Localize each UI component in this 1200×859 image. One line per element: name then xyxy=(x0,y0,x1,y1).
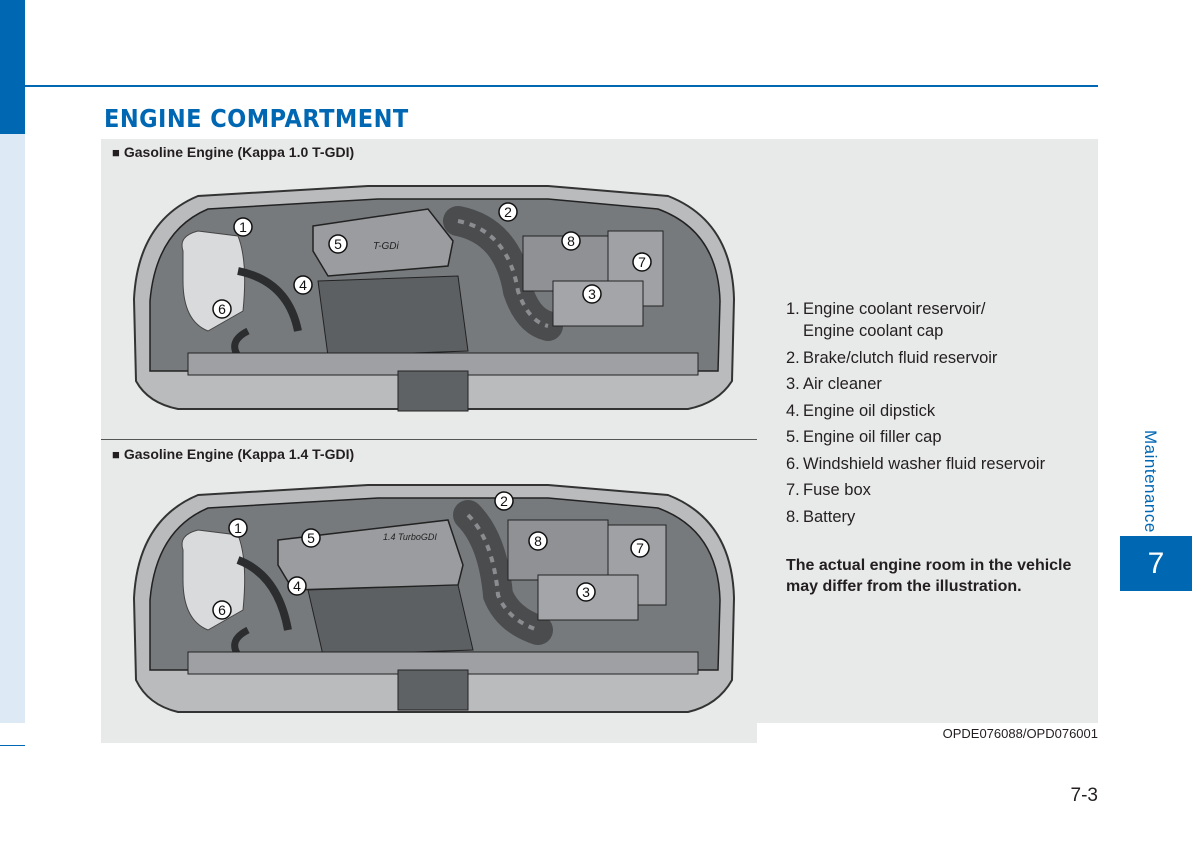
callout-2: 2 xyxy=(500,493,508,509)
callout-3: 3 xyxy=(588,286,596,302)
page-number: 7-3 xyxy=(1070,785,1098,806)
callout-5: 5 xyxy=(334,236,342,252)
legend-item: 7. Fuse box xyxy=(786,481,871,499)
callout-5: 5 xyxy=(307,530,315,546)
legend-item: 6. Windshield washer fluid reservoir xyxy=(786,454,1046,473)
square-bullet-icon: ■ xyxy=(112,447,120,462)
callout-2: 2 xyxy=(504,204,512,220)
chapter-tab: 7 xyxy=(1120,536,1192,591)
legend-item: 4. Engine oil dipstick xyxy=(786,401,936,420)
panel-divider xyxy=(101,439,757,440)
callout-7: 7 xyxy=(636,540,644,556)
callout-3: 3 xyxy=(582,584,590,600)
engine-compartment-illustration-kappa-1-4 xyxy=(128,480,740,720)
chapter-side-label: Maintenance xyxy=(1141,430,1160,533)
engine-cover-text: 1.4 TurboGDI xyxy=(383,532,437,542)
left-margin-accent xyxy=(0,0,25,134)
callout-6: 6 xyxy=(218,602,226,618)
engine-cover-text: T-GDi xyxy=(373,241,399,252)
engine-compartment-illustration-kappa-1-0 xyxy=(128,181,740,416)
left-margin-line xyxy=(0,745,25,746)
legend-item: 8. Battery xyxy=(786,507,856,526)
legend-item: 2. Brake/clutch fluid reservoir xyxy=(786,348,998,367)
section-title: ENGINE COMPARTMENT xyxy=(104,104,409,133)
illustration-note: The actual engine room in the vehicle may differ from the illustration. xyxy=(786,557,1072,595)
legend-item: 5. Engine oil filler cap xyxy=(786,428,942,446)
callout-4: 4 xyxy=(293,578,301,594)
callout-8: 8 xyxy=(567,233,575,249)
engine-label-kappa-1-4: ■ Gasoline Engine (Kappa 1.4 T-GDI) xyxy=(112,446,355,462)
figure-code: OPDE076088/OPD076001 xyxy=(942,726,1098,741)
component-legend xyxy=(786,296,1045,530)
legend-item: 3. Air cleaner xyxy=(786,375,882,393)
callout-4: 4 xyxy=(299,277,307,293)
callout-1: 1 xyxy=(239,219,247,235)
callout-6: 6 xyxy=(218,301,226,317)
header-rule xyxy=(25,85,1098,87)
callout-7: 7 xyxy=(638,254,646,270)
legend-item: 1. Engine coolant reservoir/ Engine coolant cap xyxy=(786,300,986,340)
engine-label-kappa-1-0: ■ Gasoline Engine (Kappa 1.0 T-GDI) xyxy=(112,144,355,160)
callout-1: 1 xyxy=(234,520,242,536)
square-bullet-icon: ■ xyxy=(112,145,120,160)
callout-8: 8 xyxy=(534,533,542,549)
